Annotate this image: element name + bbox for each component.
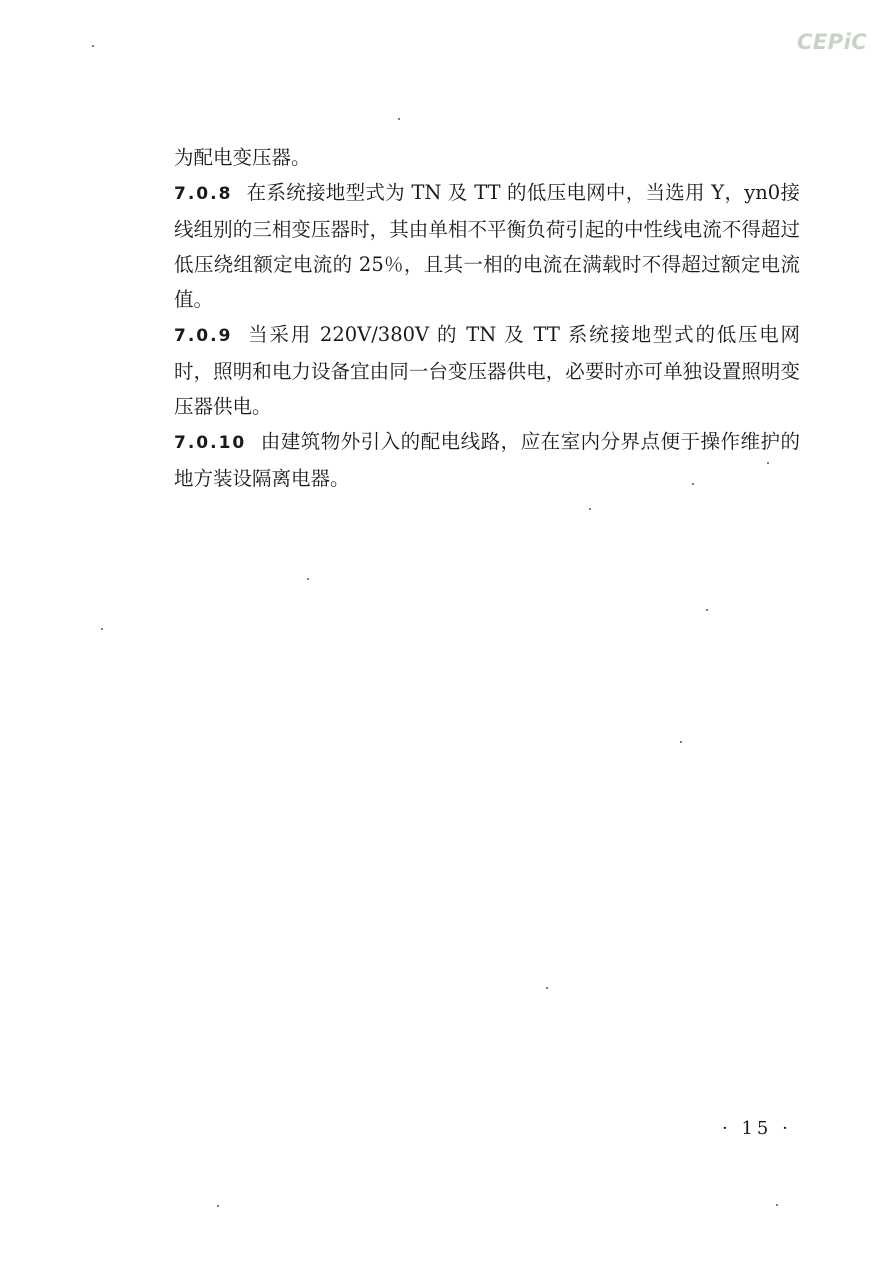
scan-speck xyxy=(706,609,708,611)
clause-number: 7.0.9 xyxy=(174,326,233,346)
scan-speck xyxy=(307,578,309,580)
scan-speck xyxy=(767,462,769,464)
scan-speck xyxy=(680,741,682,743)
clause-text: 在系统接地型式为 TN 及 TT 的低压电网中，当选用 Y，yn0接线组别的三相变压器时，其由单相不平衡负荷引起的中性线电流不得超过低压绕组额定电流的 25％，且其一相的电流在满载时不得超过额定电流值。 xyxy=(174,181,800,311)
scan-speck xyxy=(92,45,94,47)
clause-7-0-8 xyxy=(174,175,800,317)
scan-speck xyxy=(101,628,103,630)
paragraph-continuation xyxy=(174,140,800,175)
scan-speck xyxy=(546,987,548,989)
scan-speck xyxy=(692,483,694,485)
clause-text: 由建筑物外引入的配电线路，应在室内分界点便于操作维护的地方装设隔离电器。 xyxy=(174,430,800,490)
scan-speck xyxy=(217,1205,219,1207)
scan-speck xyxy=(589,508,591,510)
document-body xyxy=(174,140,800,496)
page-number: · 15 · xyxy=(722,1118,792,1139)
scan-speck xyxy=(776,1204,778,1206)
clause-7-0-10 xyxy=(174,424,800,496)
clause-7-0-9 xyxy=(174,317,800,424)
clause-text: 当采用 220V/380V 的 TN 及 TT 系统接地型式的低压电网时，照明和电力设备宜由同一台变压器供电，必要时亦可单独设置照明变压器供电。 xyxy=(174,323,800,418)
paragraph-text: 为配电变压器。 xyxy=(174,146,311,169)
clause-number: 7.0.8 xyxy=(174,184,233,204)
clause-number: 7.0.10 xyxy=(174,433,247,453)
publisher-watermark: CEPiC xyxy=(797,30,868,54)
scan-speck xyxy=(398,118,400,120)
